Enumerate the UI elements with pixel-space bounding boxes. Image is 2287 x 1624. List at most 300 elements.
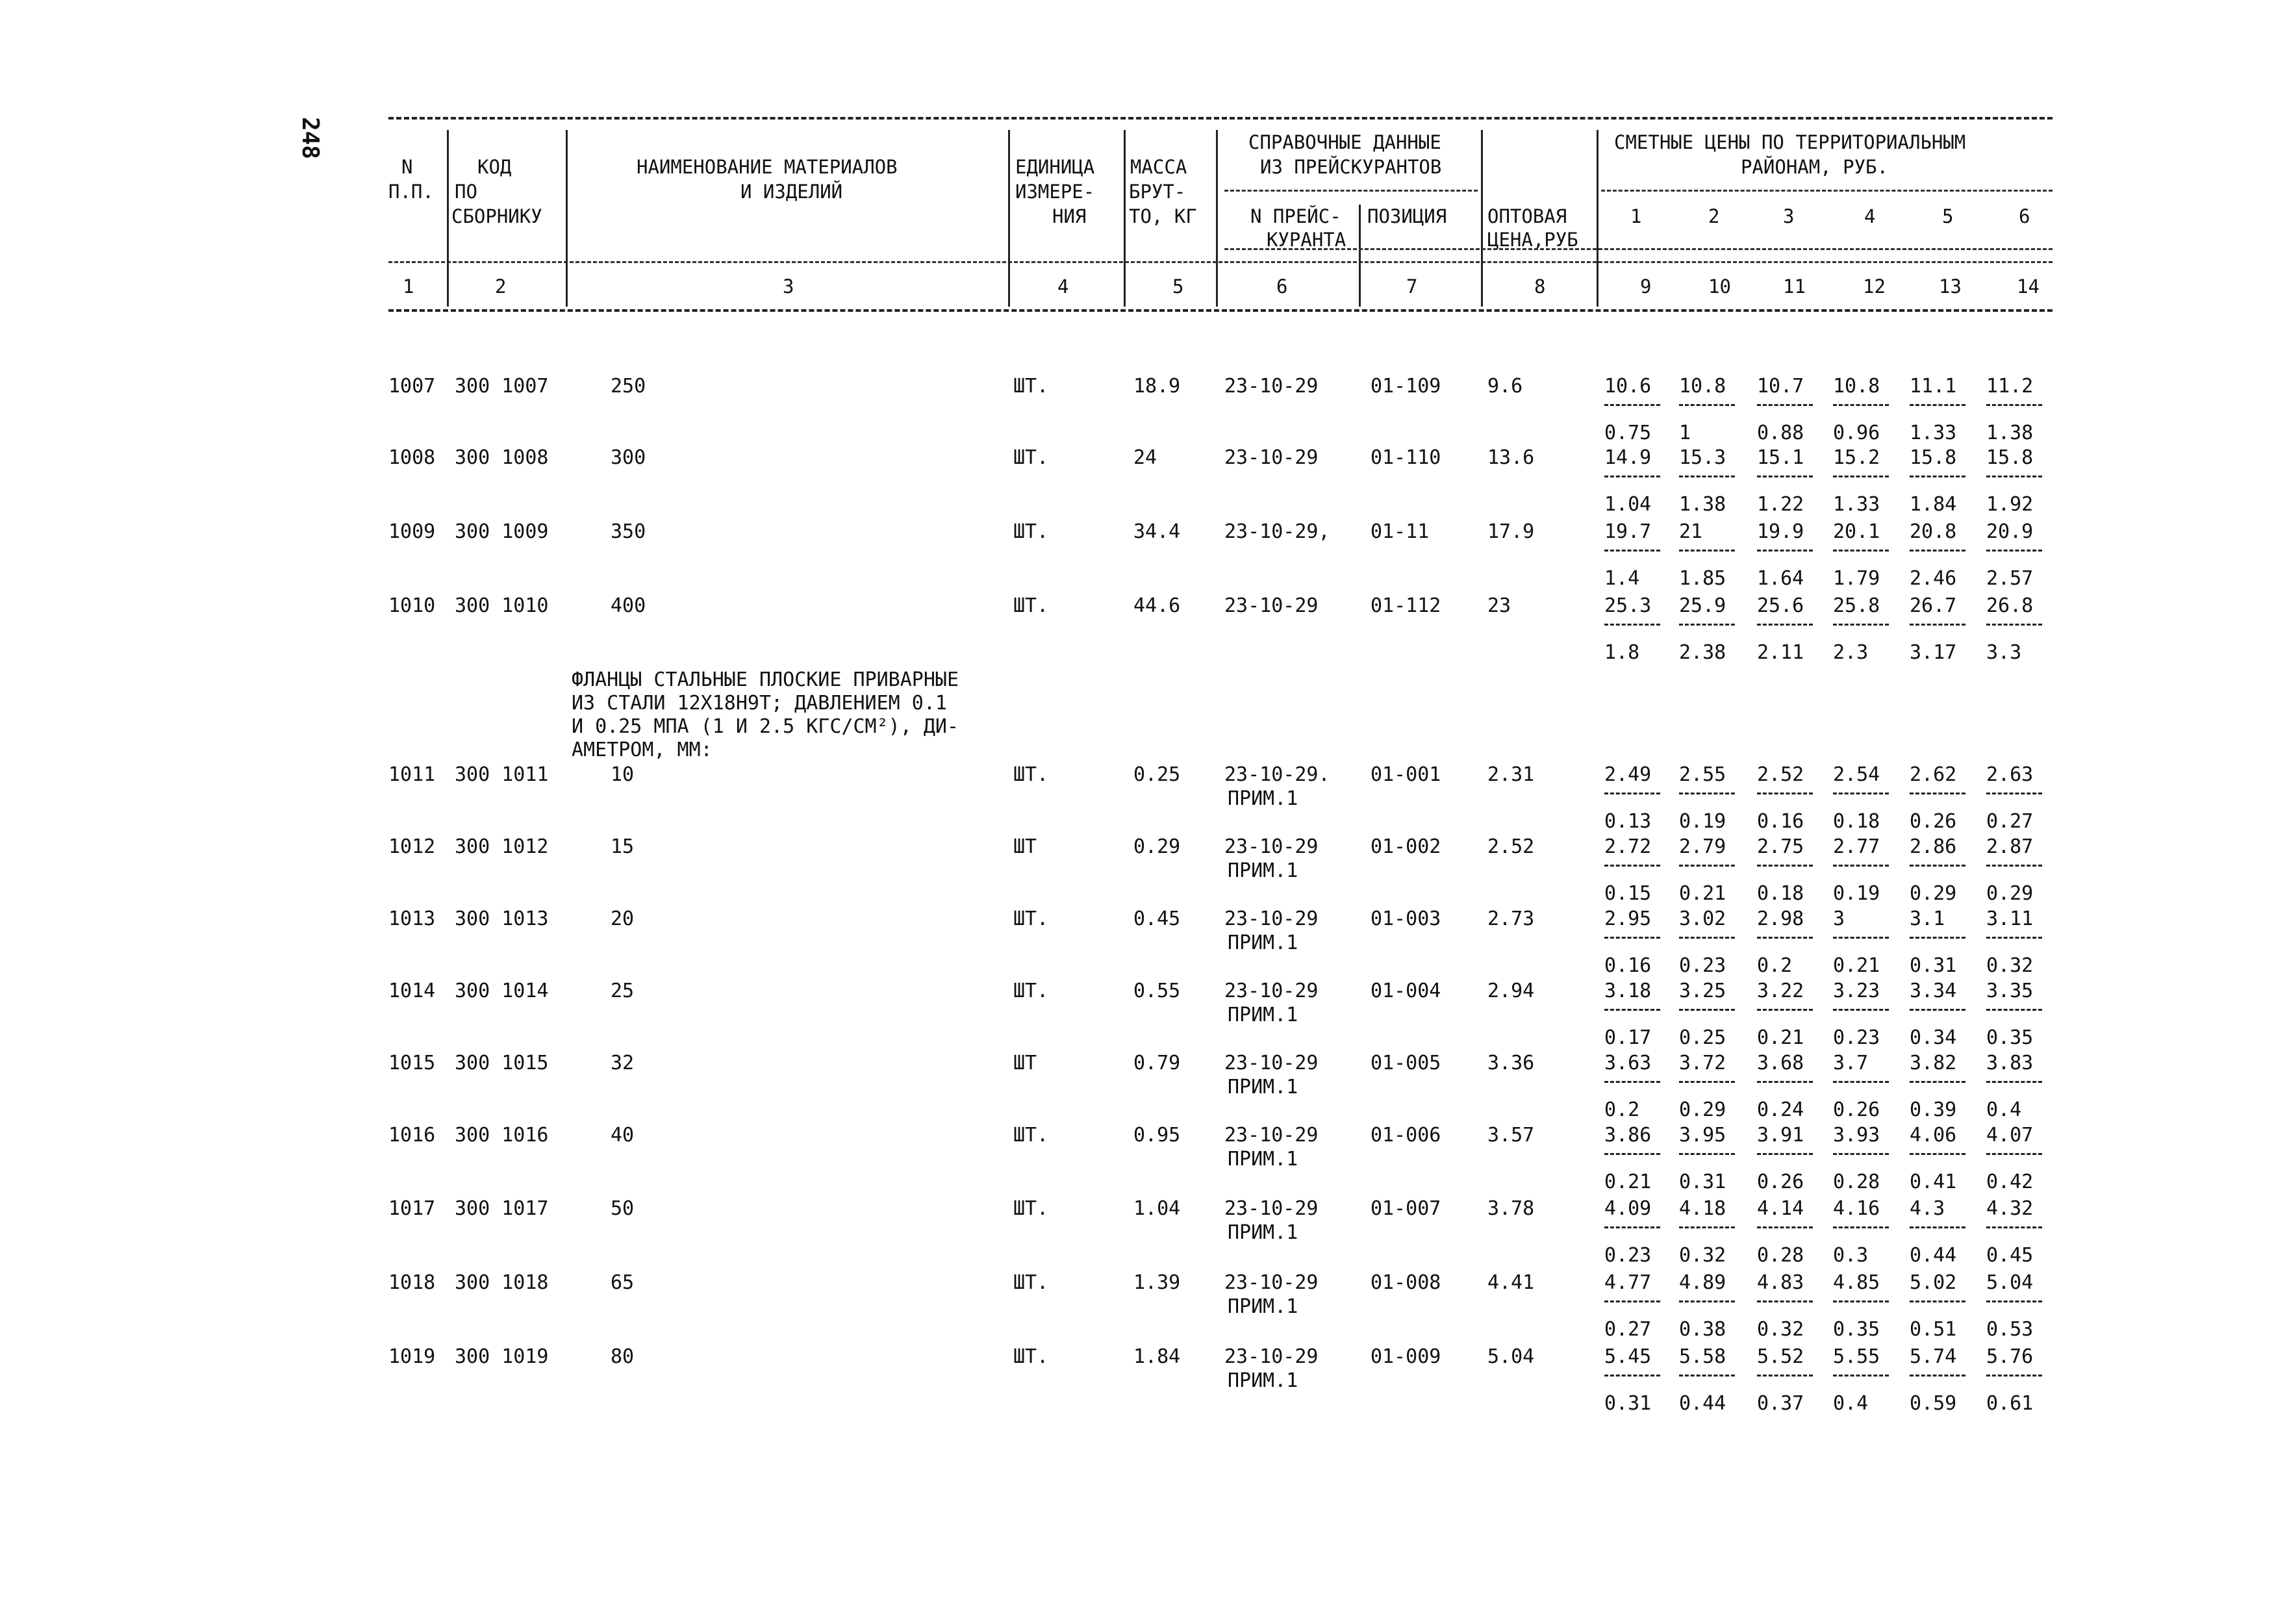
section-title-line: И 0.25 МПА (1 И 2.5 КГС/СМ²), ДИ-: [572, 715, 959, 738]
hdr-c6-l2: КУРАНТА: [1267, 229, 1346, 251]
row-subprice-region-1: 0.15: [1604, 882, 1652, 905]
fraction-line: [1679, 1375, 1735, 1377]
fraction-line: [1604, 1226, 1660, 1228]
hdr-ref-l1: СПРАВОЧНЫЕ ДАННЫЕ: [1248, 131, 1441, 153]
row-pricelist: 23-10-29: [1224, 1271, 1319, 1294]
row-pricelist-note: ПРИМ.1: [1228, 1221, 1298, 1244]
row-position: 01-004: [1371, 980, 1441, 1002]
row-subprice-region-2: 0.25: [1679, 1026, 1726, 1049]
hdr-c5-l1: МАССА: [1130, 156, 1187, 178]
row-subprice-region-5: 1.84: [1910, 493, 1957, 516]
row-price-region-4: 20.1: [1833, 520, 1880, 543]
row-price-region-5: 3.34: [1910, 980, 1957, 1002]
row-pricelist: 23-10-29: [1224, 446, 1319, 469]
row-price-region-4: 10.8: [1833, 375, 1880, 398]
row-mass: 1.04: [1133, 1197, 1181, 1220]
fraction-line: [1833, 1153, 1889, 1155]
row-price-region-5: 2.62: [1910, 763, 1957, 786]
fraction-line: [1604, 865, 1660, 867]
fraction-line: [1910, 865, 1965, 867]
fraction-line: [1757, 550, 1813, 552]
row-mass: 18.9: [1133, 375, 1181, 398]
row-code: 300 1017: [455, 1197, 549, 1220]
row-subprice-region-6: 0.42: [1986, 1171, 2034, 1193]
row-subprice-region-3: 0.21: [1757, 1026, 1804, 1049]
row-name: 32: [611, 1052, 635, 1074]
hdr-region-2: 2: [1708, 205, 1720, 227]
fraction-line: [1679, 1153, 1735, 1155]
row-pricelist: 23-10-29: [1224, 1052, 1319, 1074]
fraction-line: [1833, 404, 1889, 406]
fraction-line: [1986, 793, 2042, 794]
row-pricelist-note: ПРИМ.1: [1228, 1369, 1298, 1392]
row-number: 1018: [388, 1271, 436, 1294]
row-subprice-region-3: 0.88: [1757, 422, 1804, 444]
hdr-c1-l1: N: [401, 156, 413, 178]
hdr-colnum-2: 2: [495, 275, 507, 298]
row-unit: ШТ.: [1013, 1271, 1049, 1294]
fraction-line: [1986, 1300, 2042, 1302]
row-code: 300 1008: [455, 446, 549, 469]
row-price-region-1: 14.9: [1604, 446, 1652, 469]
row-mass: 1.84: [1133, 1345, 1181, 1368]
hdr-c6-l1: N ПРЕЙС-: [1250, 205, 1341, 227]
header-divider: [1216, 130, 1218, 307]
fraction-line: [1833, 793, 1889, 794]
row-mass: 0.29: [1133, 835, 1181, 858]
fraction-line: [1757, 1226, 1813, 1228]
row-price-region-2: 3.95: [1679, 1124, 1726, 1147]
row-unit: ШТ.: [1013, 980, 1049, 1002]
row-name: 300: [611, 446, 646, 469]
row-price-region-3: 4.14: [1757, 1197, 1804, 1220]
row-position: 01-003: [1371, 907, 1441, 930]
row-mass: 0.45: [1133, 907, 1181, 930]
hdr-prices-l2: РАЙОНАМ, РУБ.: [1741, 156, 1888, 178]
row-subprice-region-1: 0.16: [1604, 954, 1652, 977]
row-price-region-3: 3.91: [1757, 1124, 1804, 1147]
row-wholesale-price: 3.36: [1487, 1052, 1535, 1074]
row-price-region-3: 15.1: [1757, 446, 1804, 469]
row-subprice-region-6: 0.29: [1986, 882, 2034, 905]
row-price-region-2: 25.9: [1679, 594, 1726, 617]
row-subprice-region-6: 0.4: [1986, 1098, 2022, 1121]
row-price-region-3: 25.6: [1757, 594, 1804, 617]
row-pricelist-note: ПРИМ.1: [1228, 932, 1298, 954]
fraction-line: [1833, 550, 1889, 552]
row-pricelist: 23-10-29: [1224, 1197, 1319, 1220]
row-name: 15: [611, 835, 635, 858]
row-number: 1015: [388, 1052, 436, 1074]
row-subprice-region-5: 0.59: [1910, 1392, 1957, 1415]
row-price-region-6: 5.04: [1986, 1271, 2034, 1294]
fraction-line: [1679, 624, 1735, 626]
header-divider: [1008, 130, 1010, 307]
row-price-region-4: 5.55: [1833, 1345, 1880, 1368]
row-price-region-1: 10.6: [1604, 375, 1652, 398]
row-price-region-3: 4.83: [1757, 1271, 1804, 1294]
section-title-line: ИЗ СТАЛИ 12Х18Н9Т; ДАВЛЕНИЕМ 0.1: [572, 692, 947, 715]
row-pricelist: 23-10-29: [1224, 375, 1319, 398]
row-subprice-region-2: 0.44: [1679, 1392, 1726, 1415]
fraction-line: [1910, 624, 1965, 626]
fraction-line: [1910, 1375, 1965, 1377]
fraction-line: [1757, 1153, 1813, 1155]
hdr-c4-l3: НИЯ: [1052, 205, 1087, 227]
row-price-region-1: 4.77: [1604, 1271, 1652, 1294]
header-sub-rule: [388, 261, 2053, 263]
row-code: 300 1007: [455, 375, 549, 398]
fraction-line: [1833, 1009, 1889, 1011]
row-price-region-3: 2.52: [1757, 763, 1804, 786]
row-unit: ШТ.: [1013, 375, 1049, 398]
row-price-region-4: 3.23: [1833, 980, 1880, 1002]
row-subprice-region-2: 1: [1679, 422, 1691, 444]
row-pricelist: 23-10-29: [1224, 980, 1319, 1002]
page-number: 248: [297, 117, 323, 160]
row-price-region-1: 3.86: [1604, 1124, 1652, 1147]
fraction-line: [1986, 476, 2042, 477]
row-subprice-region-1: 0.13: [1604, 810, 1652, 833]
row-subprice-region-4: 0.96: [1833, 422, 1880, 444]
row-subprice-region-5: 0.29: [1910, 882, 1957, 905]
fraction-line: [1757, 1081, 1813, 1083]
row-position: 01-009: [1371, 1345, 1441, 1368]
row-mass: 0.95: [1133, 1124, 1181, 1147]
row-subprice-region-4: 0.19: [1833, 882, 1880, 905]
row-price-region-6: 5.76: [1986, 1345, 2034, 1368]
row-wholesale-price: 4.41: [1487, 1271, 1535, 1294]
row-price-region-1: 5.45: [1604, 1345, 1652, 1368]
hdr-c2-l3: СБОРНИКУ: [451, 205, 542, 227]
hdr-c5-l2: БРУТ-: [1129, 181, 1186, 203]
hdr-colnum-12: 12: [1863, 275, 1886, 298]
row-number: 1010: [388, 594, 436, 617]
row-pricelist: 23-10-29: [1224, 835, 1319, 858]
row-price-region-6: 4.07: [1986, 1124, 2034, 1147]
fraction-line: [1910, 1300, 1965, 1302]
row-subprice-region-1: 0.17: [1604, 1026, 1652, 1049]
row-subprice-region-6: 1.92: [1986, 493, 2034, 516]
row-price-region-5: 5.74: [1910, 1345, 1957, 1368]
row-price-region-6: 3.11: [1986, 907, 2034, 930]
header-bottom-rule: [388, 309, 2053, 312]
row-subprice-region-5: 1.33: [1910, 422, 1957, 444]
row-subprice-region-3: 2.11: [1757, 641, 1804, 664]
row-code: 300 1012: [455, 835, 549, 858]
row-price-region-4: 3: [1833, 907, 1845, 930]
row-subprice-region-6: 0.35: [1986, 1026, 2034, 1049]
row-subprice-region-4: 0.23: [1833, 1026, 1880, 1049]
row-price-region-3: 5.52: [1757, 1345, 1804, 1368]
row-unit: ШТ.: [1013, 594, 1049, 617]
row-pricelist-note: ПРИМ.1: [1228, 1076, 1298, 1098]
row-subprice-region-3: 1.22: [1757, 493, 1804, 516]
fraction-line: [1604, 476, 1660, 477]
row-subprice-region-5: 0.34: [1910, 1026, 1957, 1049]
row-unit: ШТ: [1013, 835, 1037, 858]
hdr-colnum-1: 1: [403, 275, 414, 298]
header-ref-rule: [1224, 190, 1478, 192]
row-number: 1008: [388, 446, 436, 469]
row-subprice-region-4: 0.28: [1833, 1171, 1880, 1193]
row-wholesale-price: 2.52: [1487, 835, 1535, 858]
row-subprice-region-4: 1.79: [1833, 567, 1880, 590]
fraction-line: [1910, 476, 1965, 477]
row-unit: ШТ.: [1013, 1197, 1049, 1220]
row-number: 1014: [388, 980, 436, 1002]
row-subprice-region-4: 0.4: [1833, 1392, 1869, 1415]
row-number: 1013: [388, 907, 436, 930]
hdr-region-4: 4: [1864, 205, 1876, 227]
row-subprice-region-3: 0.28: [1757, 1244, 1804, 1267]
fraction-line: [1604, 793, 1660, 794]
row-subprice-region-6: 0.27: [1986, 810, 2034, 833]
header-ref-rule: [1224, 248, 2053, 250]
hdr-colnum-13: 13: [1939, 275, 1962, 298]
row-wholesale-price: 17.9: [1487, 520, 1535, 543]
fraction-line: [1604, 1300, 1660, 1302]
fraction-line: [1679, 937, 1735, 939]
fraction-line: [1833, 624, 1889, 626]
row-wholesale-price: 2.31: [1487, 763, 1535, 786]
row-subprice-region-2: 0.32: [1679, 1244, 1726, 1267]
row-name: 20: [611, 907, 635, 930]
row-pricelist: 23-10-29: [1224, 907, 1319, 930]
row-name: 40: [611, 1124, 635, 1147]
row-unit: ШТ.: [1013, 1124, 1049, 1147]
row-subprice-region-4: 0.21: [1833, 954, 1880, 977]
row-code: 300 1018: [455, 1271, 549, 1294]
header-divider: [447, 130, 449, 307]
row-price-region-6: 20.9: [1986, 520, 2034, 543]
fraction-line: [1679, 865, 1735, 867]
row-name: 250: [611, 375, 646, 398]
fraction-line: [1604, 1081, 1660, 1083]
row-price-region-3: 19.9: [1757, 520, 1804, 543]
fraction-line: [1910, 1226, 1965, 1228]
row-position: 01-001: [1371, 763, 1441, 786]
row-code: 300 1013: [455, 907, 549, 930]
hdr-colnum-9: 9: [1640, 275, 1652, 298]
row-subprice-region-2: 0.19: [1679, 810, 1726, 833]
fraction-line: [1604, 937, 1660, 939]
header-divider: [1597, 130, 1598, 307]
row-subprice-region-2: 0.21: [1679, 882, 1726, 905]
row-subprice-region-1: 0.75: [1604, 422, 1652, 444]
hdr-colnum-11: 11: [1783, 275, 1806, 298]
row-price-region-1: 2.49: [1604, 763, 1652, 786]
header-divider: [566, 130, 568, 307]
row-name: 50: [611, 1197, 635, 1220]
fraction-line: [1757, 404, 1813, 406]
hdr-c3-l2: И ИЗДЕЛИЙ: [740, 181, 843, 203]
row-subprice-region-6: 1.38: [1986, 422, 2034, 444]
fraction-line: [1986, 1081, 2042, 1083]
row-name: 10: [611, 763, 635, 786]
fraction-line: [1986, 404, 2042, 406]
row-name: 80: [611, 1345, 635, 1368]
hdr-c1-l2: П.П.: [388, 181, 434, 203]
row-pricelist-note: ПРИМ.1: [1228, 1148, 1298, 1171]
fraction-line: [1757, 865, 1813, 867]
hdr-c2-l1: КОД: [477, 156, 512, 178]
row-price-region-6: 2.87: [1986, 835, 2034, 858]
row-price-region-2: 3.02: [1679, 907, 1726, 930]
row-price-region-4: 3.93: [1833, 1124, 1880, 1147]
header-divider: [1359, 205, 1361, 307]
row-subprice-region-4: 0.3: [1833, 1244, 1869, 1267]
fraction-line: [1604, 550, 1660, 552]
row-price-region-2: 4.18: [1679, 1197, 1726, 1220]
row-subprice-region-6: 0.53: [1986, 1318, 2034, 1341]
fraction-line: [1757, 937, 1813, 939]
fraction-line: [1833, 1226, 1889, 1228]
row-subprice-region-5: 0.44: [1910, 1244, 1957, 1267]
fraction-line: [1910, 1009, 1965, 1011]
row-price-region-5: 4.06: [1910, 1124, 1957, 1147]
hdr-prices-l1: СМЕТНЫЕ ЦЕНЫ ПО ТЕРРИТОРИАЛЬНЫМ: [1614, 131, 1966, 153]
row-price-region-4: 15.2: [1833, 446, 1880, 469]
row-mass: 0.25: [1133, 763, 1181, 786]
row-name: 350: [611, 520, 646, 543]
row-subprice-region-1: 0.21: [1604, 1171, 1652, 1193]
row-subprice-region-3: 0.24: [1757, 1098, 1804, 1121]
row-pricelist: 23-10-29: [1224, 1124, 1319, 1147]
row-number: 1007: [388, 375, 436, 398]
row-subprice-region-2: 0.29: [1679, 1098, 1726, 1121]
hdr-region-1: 1: [1630, 205, 1642, 227]
row-price-region-5: 11.1: [1910, 375, 1957, 398]
row-price-region-2: 2.55: [1679, 763, 1726, 786]
row-name: 65: [611, 1271, 635, 1294]
row-number: 1016: [388, 1124, 436, 1147]
row-name: 400: [611, 594, 646, 617]
row-unit: ШТ: [1013, 1052, 1037, 1074]
row-subprice-region-3: 1.64: [1757, 567, 1804, 590]
fraction-line: [1604, 1375, 1660, 1377]
row-position: 01-112: [1371, 594, 1441, 617]
fraction-line: [1679, 404, 1735, 406]
hdr-c2-l2: ПО: [455, 181, 477, 203]
row-position: 01-11: [1371, 520, 1430, 543]
row-price-region-2: 3.25: [1679, 980, 1726, 1002]
row-subprice-region-6: 0.45: [1986, 1244, 2034, 1267]
row-code: 300 1009: [455, 520, 549, 543]
row-subprice-region-5: 0.26: [1910, 810, 1957, 833]
row-wholesale-price: 13.6: [1487, 446, 1535, 469]
row-subprice-region-1: 1.4: [1604, 567, 1640, 590]
header-price-rule: [1601, 190, 2053, 192]
row-price-region-3: 2.75: [1757, 835, 1804, 858]
header-top-rule: [388, 117, 2053, 120]
row-unit: ШТ.: [1013, 1345, 1049, 1368]
row-price-region-6: 26.8: [1986, 594, 2034, 617]
row-price-region-6: 2.63: [1986, 763, 2034, 786]
fraction-line: [1604, 404, 1660, 406]
row-code: 300 1011: [455, 763, 549, 786]
fraction-line: [1986, 1226, 2042, 1228]
row-price-region-2: 2.79: [1679, 835, 1726, 858]
row-price-region-5: 3.82: [1910, 1052, 1957, 1074]
row-unit: ШТ.: [1013, 446, 1049, 469]
hdr-c4-l2: ИЗМЕРЕ-: [1015, 181, 1095, 203]
row-price-region-1: 19.7: [1604, 520, 1652, 543]
fraction-line: [1604, 1153, 1660, 1155]
row-price-region-5: 5.02: [1910, 1271, 1957, 1294]
hdr-region-3: 3: [1783, 205, 1795, 227]
row-unit: ШТ.: [1013, 907, 1049, 930]
hdr-colnum-7: 7: [1406, 275, 1418, 298]
row-price-region-2: 4.89: [1679, 1271, 1726, 1294]
fraction-line: [1679, 1081, 1735, 1083]
hdr-c3-l1: НАИМЕНОВАНИЕ МАТЕРИАЛОВ: [637, 156, 898, 178]
fraction-line: [1833, 1081, 1889, 1083]
fraction-line: [1833, 476, 1889, 477]
row-price-region-1: 25.3: [1604, 594, 1652, 617]
hdr-c5-l3: ТО, КГ: [1129, 205, 1197, 227]
hdr-colnum-4: 4: [1057, 275, 1069, 298]
row-position: 01-110: [1371, 446, 1441, 469]
row-price-region-5: 20.8: [1910, 520, 1957, 543]
hdr-c4-l1: ЕДИНИЦА: [1015, 156, 1095, 178]
fraction-line: [1679, 550, 1735, 552]
row-wholesale-price: 3.78: [1487, 1197, 1535, 1220]
row-price-region-2: 10.8: [1679, 375, 1726, 398]
hdr-ref-l2: ИЗ ПРЕЙСКУРАНТОВ: [1260, 156, 1442, 178]
row-price-region-6: 15.8: [1986, 446, 2034, 469]
header-divider: [1481, 130, 1483, 307]
row-mass: 0.55: [1133, 980, 1181, 1002]
row-price-region-4: 4.16: [1833, 1197, 1880, 1220]
fraction-line: [1833, 865, 1889, 867]
row-mass: 0.79: [1133, 1052, 1181, 1074]
row-subprice-region-4: 1.33: [1833, 493, 1880, 516]
row-price-region-1: 2.72: [1604, 835, 1652, 858]
row-price-region-6: 3.35: [1986, 980, 2034, 1002]
row-price-region-3: 3.22: [1757, 980, 1804, 1002]
row-subprice-region-2: 0.38: [1679, 1318, 1726, 1341]
fraction-line: [1679, 1300, 1735, 1302]
row-subprice-region-3: 0.37: [1757, 1392, 1804, 1415]
row-position: 01-006: [1371, 1124, 1441, 1147]
row-mass: 44.6: [1133, 594, 1181, 617]
row-subprice-region-1: 0.2: [1604, 1098, 1640, 1121]
row-price-region-4: 3.7: [1833, 1052, 1869, 1074]
fraction-line: [1986, 624, 2042, 626]
row-price-region-3: 3.68: [1757, 1052, 1804, 1074]
row-subprice-region-2: 1.85: [1679, 567, 1726, 590]
row-subprice-region-3: 0.16: [1757, 810, 1804, 833]
row-subprice-region-4: 2.3: [1833, 641, 1869, 664]
fraction-line: [1833, 1300, 1889, 1302]
row-price-region-6: 3.83: [1986, 1052, 2034, 1074]
row-subprice-region-1: 1.04: [1604, 493, 1652, 516]
row-price-region-5: 2.86: [1910, 835, 1957, 858]
hdr-colnum-14: 14: [2017, 275, 2040, 298]
row-position: 01-002: [1371, 835, 1441, 858]
row-code: 300 1019: [455, 1345, 549, 1368]
row-mass: 24: [1133, 446, 1157, 469]
fraction-line: [1986, 1153, 2042, 1155]
fraction-line: [1910, 937, 1965, 939]
row-subprice-region-2: 0.23: [1679, 954, 1726, 977]
row-position: 01-005: [1371, 1052, 1441, 1074]
row-subprice-region-6: 3.3: [1986, 641, 2022, 664]
row-pricelist: 23-10-29,: [1224, 520, 1330, 543]
hdr-colnum-6: 6: [1276, 275, 1288, 298]
hdr-region-6: 6: [2019, 205, 2030, 227]
